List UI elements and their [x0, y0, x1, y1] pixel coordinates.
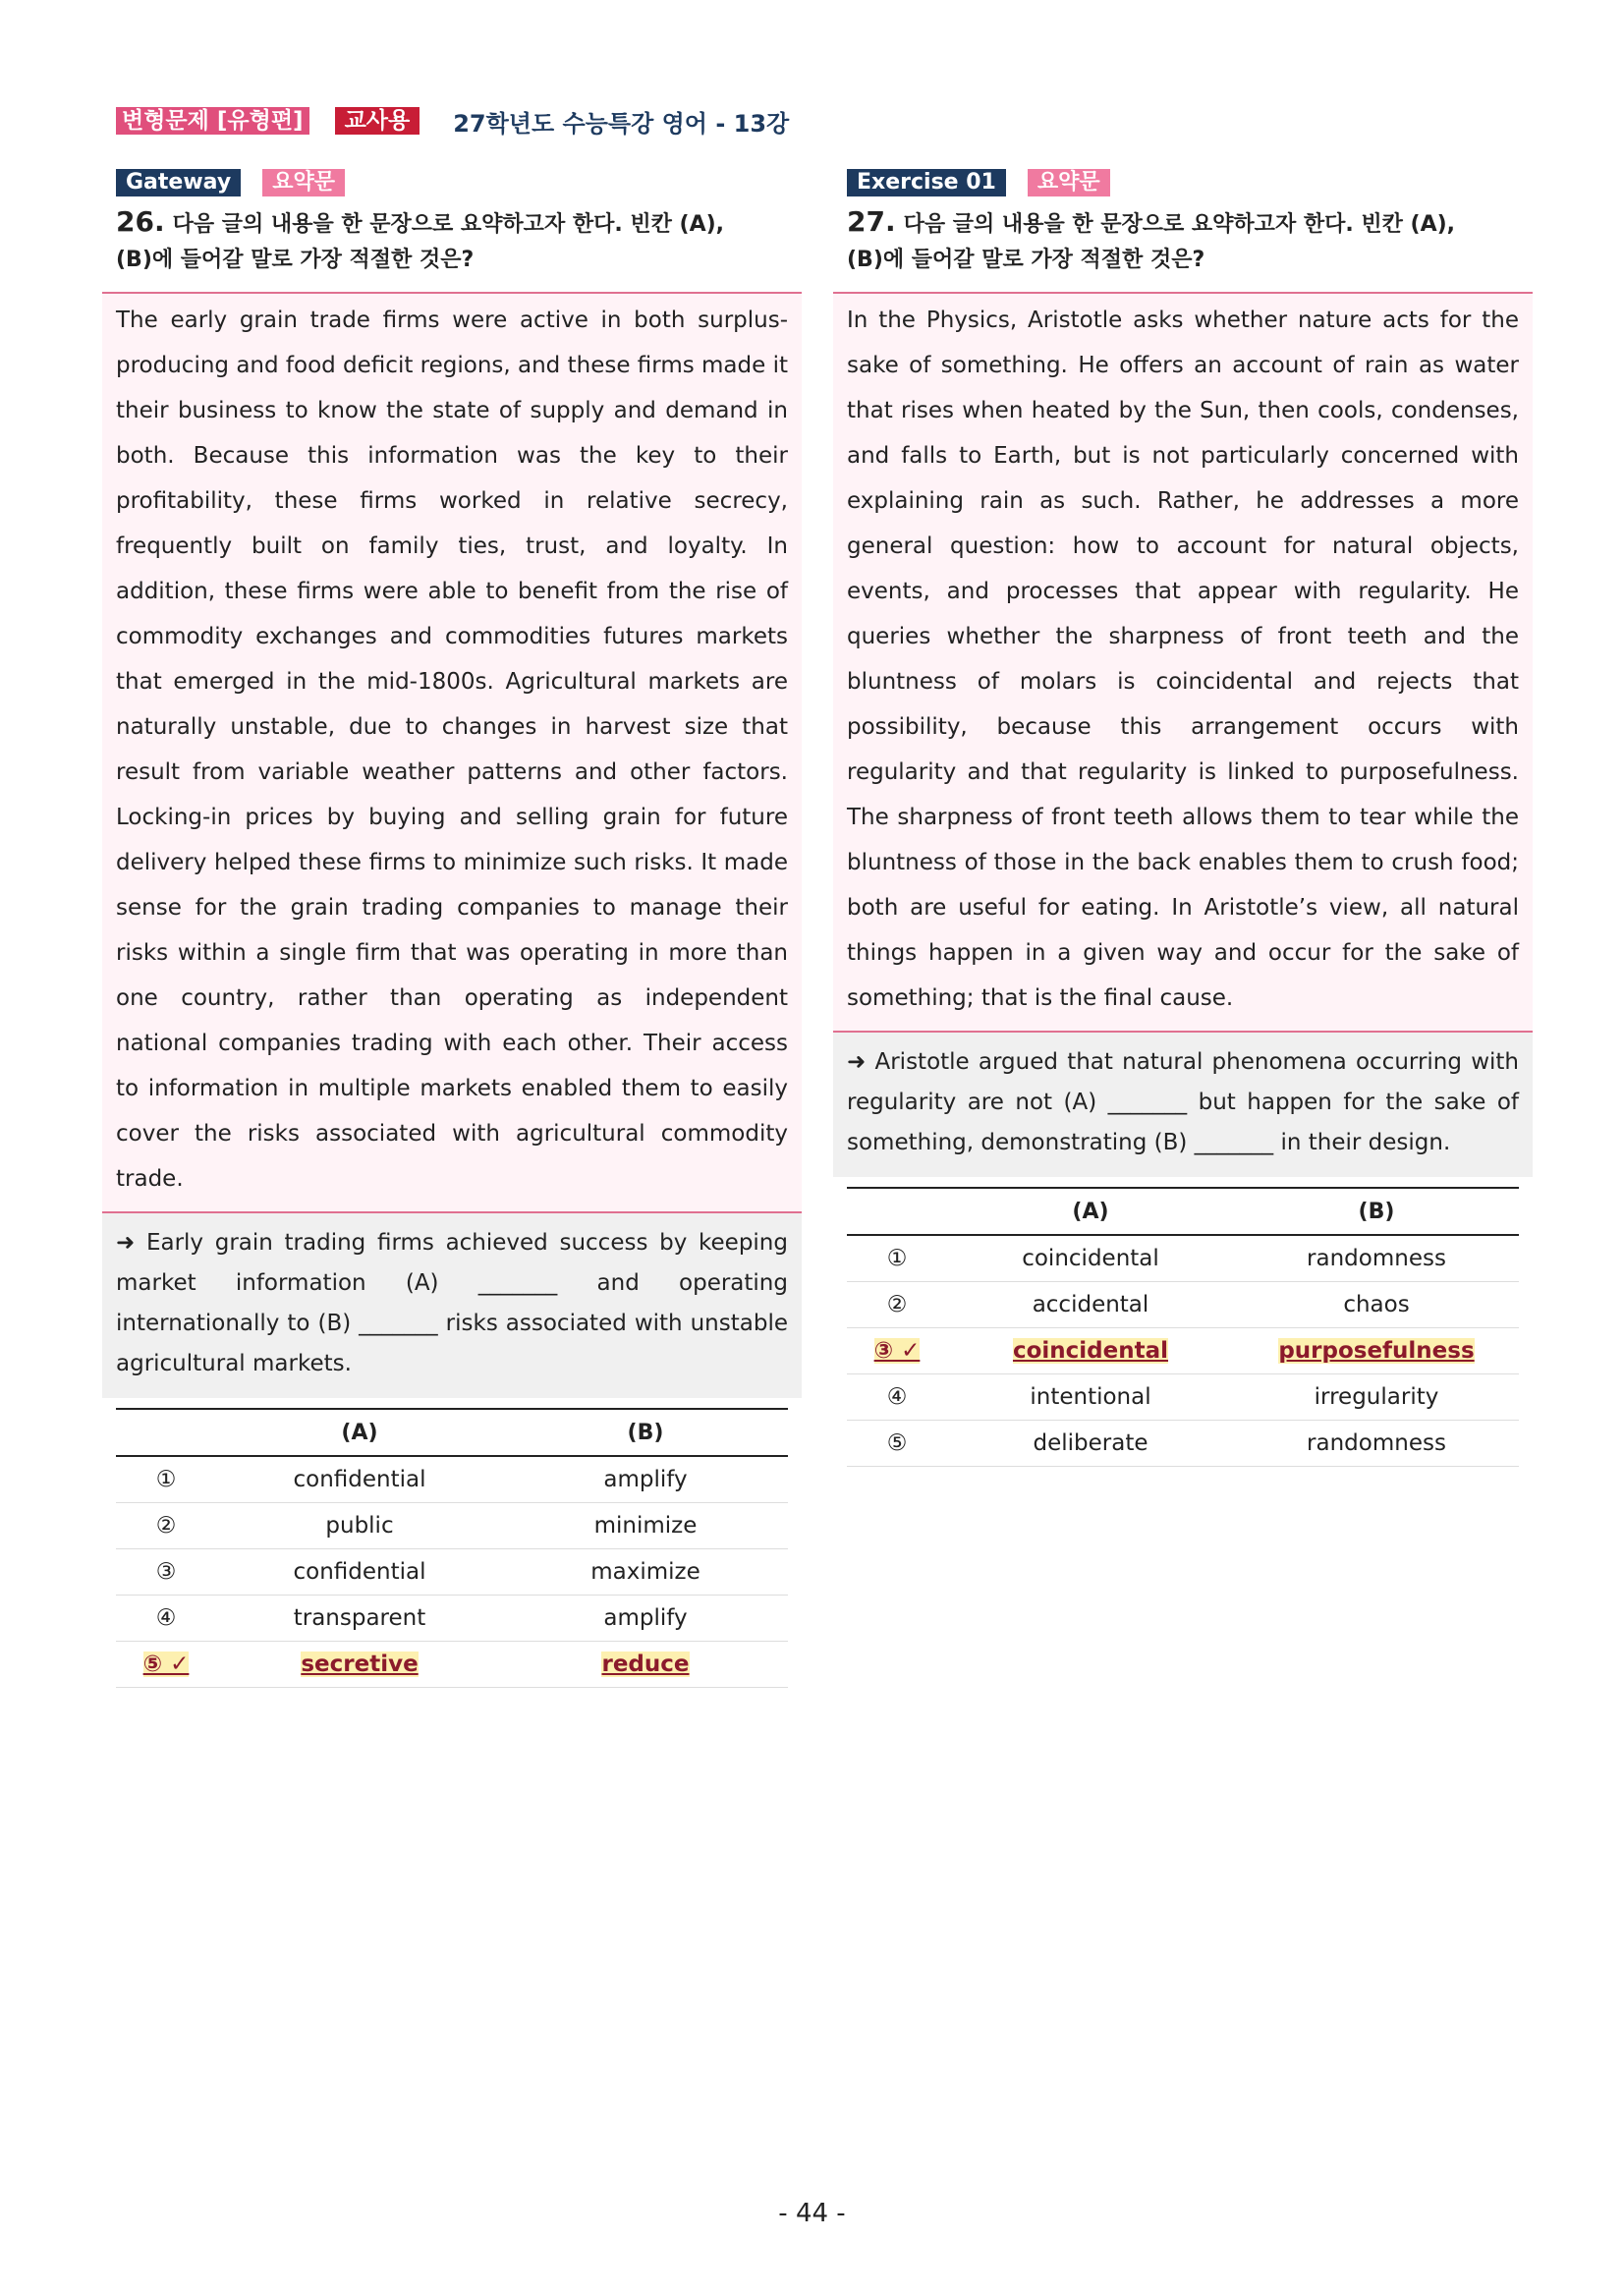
options-header [116, 1409, 788, 1456]
correct-option-row[interactable] [116, 1642, 788, 1688]
correct-answer-b: reduce [601, 1652, 690, 1677]
passage: In the Physics, Aristotle asks whether nature acts for the sake of something. He offers an account of rain as water that rises when heated by the Sun, then cools, condenses, and falls to Earth, but is not particularly concerned with explaining rain as such. Rather, he addresses a more general question: how to account for natural objects, events, and processes that appear with regularity. He queries whether the sharpness of front teeth and the bluntness of molars is coincidental and rejects that possibility, because this arrangement occurs with regularity and that regularity is linked to purposefulness. The sharpness of front teeth allows them to tear while the bluntness of those in the back enables them to crush food; both are useful for eating. In Aristotle’s view, all natural things happen in a given way and occur for the sake of something; that is the final cause. [833, 294, 1533, 1031]
variant-tag: 변형문제 [유형편] [116, 107, 309, 135]
correct-answer-a: secretive [301, 1652, 419, 1677]
correct-answer-a: coincidental [1012, 1338, 1169, 1364]
summary-sentence: ➜ Aristotle argued that natural phenomena occurring with regularity are not (A) _______ but happen for the sake of something, demonstrating (B) _______ in their design. [833, 1031, 1533, 1177]
option-number: ② [847, 1282, 947, 1328]
option-b: irregularity [1234, 1374, 1519, 1421]
section-label: Gateway [116, 169, 241, 196]
column-a-header: (A) [216, 1409, 503, 1456]
question-number: 26. [116, 205, 165, 238]
option-number: ② [116, 1503, 216, 1549]
options-header [847, 1188, 1519, 1235]
option-row[interactable] [116, 1456, 788, 1503]
options-header-num [847, 1188, 947, 1235]
option-row[interactable] [847, 1421, 1519, 1467]
correct-answer-b: purposefulness [1278, 1338, 1475, 1364]
option-number [847, 1328, 947, 1374]
option-row[interactable] [116, 1549, 788, 1596]
option-number: ④ [847, 1374, 947, 1421]
question-line-1: 다음 글의 내용을 한 문장으로 요약하고자 한다. 빈칸 (A), [172, 212, 725, 237]
correct-mark: ③ ✓ [873, 1338, 921, 1364]
option-a: transparent [216, 1596, 503, 1642]
answer-options [116, 1408, 788, 1688]
option-b [503, 1642, 788, 1688]
page-number: - 44 - [778, 2199, 846, 2228]
question-line-1: 다음 글의 내용을 한 문장으로 요약하고자 한다. 빈칸 (A), [903, 212, 1456, 237]
correct-mark: ⑤ ✓ [142, 1652, 190, 1677]
summary-sentence: ➜ Early grain trading firms achieved success by keeping market information (A) _______ and operating internationally to (B) _______ risks associated with unstable agricultural markets. [102, 1211, 802, 1398]
option-number: ① [116, 1456, 216, 1503]
option-b: amplify [503, 1596, 788, 1642]
passage: The early grain trade firms were active in both surplus-producing and food deficit regions, and these firms made it their business to know the state of supply and demand in both. Because this information was the key to their profitability, these firms worked in relative secrecy, frequently built on family ties, trust, and loyalty. In addition, these firms were able to benefit from the rise of commodity exchanges and commodities futures markets that emerged in the mid-1800s. Agricultural markets are naturally unstable, due to changes in harvest size that result from variable weather patterns and other factors. Locking-in prices by buying and selling grain for future delivery helped these firms to minimize such risks. It made sense for the grain trading companies to manage their risks within a single firm that was operating in more than one country, rather than operating as independent national companies trading with each other. Their access to information in multiple markets enabled them to easily cover the risks associated with agricultural commodity trade. [102, 294, 802, 1211]
option-a: intentional [947, 1374, 1234, 1421]
option-a: deliberate [947, 1421, 1234, 1467]
option-b: randomness [1234, 1235, 1519, 1282]
column-b-header: (B) [503, 1409, 788, 1456]
teacher-tag: 교사용 [335, 107, 420, 135]
option-number: ① [847, 1235, 947, 1282]
option-number: ⑤ [847, 1421, 947, 1467]
question-26-column [102, 169, 802, 1688]
page-header [116, 106, 789, 136]
option-a: public [216, 1503, 503, 1549]
option-number: ③ [116, 1549, 216, 1596]
question-prompt [116, 204, 802, 278]
question-27-column [833, 169, 1533, 1467]
answer-options [847, 1187, 1519, 1467]
question-line-2: (B)에 들어갈 말로 가장 적절한 것은? [847, 248, 1205, 272]
option-b: randomness [1234, 1421, 1519, 1467]
option-row[interactable] [116, 1596, 788, 1642]
option-a: accidental [947, 1282, 1234, 1328]
option-b: minimize [503, 1503, 788, 1549]
option-b: chaos [1234, 1282, 1519, 1328]
column-b-header: (B) [1234, 1188, 1519, 1235]
option-a: confidential [216, 1456, 503, 1503]
type-label: 요약문 [262, 169, 345, 196]
section-label: Exercise 01 [847, 169, 1006, 196]
type-label: 요약문 [1028, 169, 1110, 196]
options-header-num [116, 1409, 216, 1456]
option-b [1234, 1328, 1519, 1374]
option-b: amplify [503, 1456, 788, 1503]
section-labels [847, 169, 1533, 196]
option-a [216, 1642, 503, 1688]
option-row[interactable] [116, 1503, 788, 1549]
header-title: 27학년도 수능특강 영어 - 13강 [453, 109, 790, 138]
option-row[interactable] [847, 1282, 1519, 1328]
option-number: ④ [116, 1596, 216, 1642]
correct-option-row[interactable] [847, 1328, 1519, 1374]
question-prompt [847, 204, 1533, 278]
option-number [116, 1642, 216, 1688]
option-a [947, 1328, 1234, 1374]
option-row[interactable] [847, 1374, 1519, 1421]
section-labels [116, 169, 802, 196]
question-number: 27. [847, 205, 896, 238]
option-b: maximize [503, 1549, 788, 1596]
question-line-2: (B)에 들어갈 말로 가장 적절한 것은? [116, 248, 475, 272]
column-a-header: (A) [947, 1188, 1234, 1235]
option-row[interactable] [847, 1235, 1519, 1282]
option-a: confidential [216, 1549, 503, 1596]
option-a: coincidental [947, 1235, 1234, 1282]
